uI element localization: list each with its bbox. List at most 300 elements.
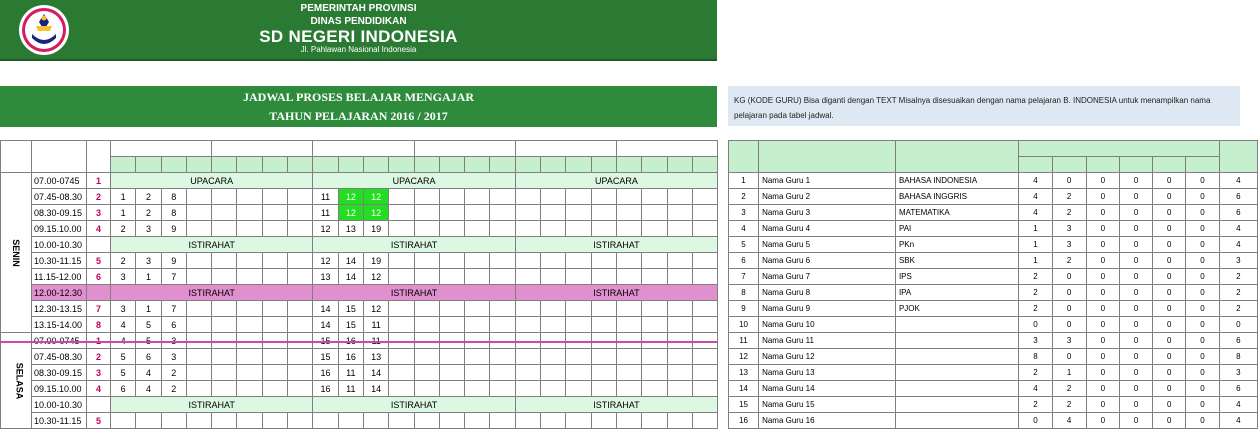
day-count-cell[interactable]: 0 bbox=[1186, 269, 1219, 285]
total-cell[interactable]: 2 bbox=[1219, 269, 1257, 285]
schedule-cell[interactable] bbox=[490, 269, 515, 285]
day-count-cell[interactable]: 0 bbox=[1119, 333, 1152, 349]
day-count-cell[interactable]: 0 bbox=[1153, 237, 1186, 253]
kg-cell[interactable]: 8 bbox=[729, 285, 759, 301]
schedule-cell[interactable] bbox=[541, 269, 566, 285]
teacher-name-cell[interactable]: Nama Guru 4 bbox=[759, 221, 896, 237]
schedule-cell[interactable]: 3 bbox=[111, 301, 136, 317]
schedule-cell[interactable] bbox=[237, 317, 262, 333]
schedule-cell[interactable] bbox=[389, 205, 414, 221]
teacher-name-cell[interactable]: Nama Guru 15 bbox=[759, 397, 896, 413]
schedule-cell[interactable] bbox=[667, 365, 692, 381]
schedule-cell[interactable] bbox=[490, 205, 515, 221]
schedule-cell[interactable]: 5 bbox=[111, 349, 136, 365]
day-count-cell[interactable]: 2 bbox=[1019, 269, 1052, 285]
schedule-cell[interactable] bbox=[439, 301, 464, 317]
schedule-cell[interactable]: 14 bbox=[363, 365, 388, 381]
schedule-cell[interactable] bbox=[237, 253, 262, 269]
subject-cell[interactable]: IPA bbox=[895, 285, 1018, 301]
subject-cell[interactable]: PKn bbox=[895, 237, 1018, 253]
schedule-cell[interactable] bbox=[212, 317, 237, 333]
schedule-cell[interactable] bbox=[591, 349, 616, 365]
schedule-cell[interactable] bbox=[515, 253, 540, 269]
day-count-cell[interactable]: 2 bbox=[1019, 301, 1052, 317]
schedule-cell[interactable] bbox=[186, 365, 211, 381]
schedule-cell[interactable] bbox=[591, 205, 616, 221]
kg-cell[interactable]: 5 bbox=[729, 237, 759, 253]
day-count-cell[interactable]: 2 bbox=[1019, 397, 1052, 413]
schedule-cell[interactable]: 5 bbox=[136, 317, 161, 333]
schedule-cell[interactable] bbox=[692, 189, 717, 205]
schedule-cell[interactable] bbox=[465, 253, 490, 269]
schedule-cell[interactable]: 12 bbox=[313, 253, 338, 269]
subject-cell[interactable]: BAHASA INGGRIS bbox=[895, 189, 1018, 205]
schedule-cell[interactable]: 3 bbox=[136, 221, 161, 237]
day-count-cell[interactable]: 3 bbox=[1052, 333, 1086, 349]
day-count-cell[interactable]: 2 bbox=[1052, 381, 1086, 397]
day-count-cell[interactable]: 0 bbox=[1052, 349, 1086, 365]
schedule-cell[interactable] bbox=[667, 413, 692, 429]
schedule-cell[interactable] bbox=[465, 301, 490, 317]
schedule-cell[interactable] bbox=[566, 413, 591, 429]
schedule-cell[interactable] bbox=[288, 189, 313, 205]
schedule-cell[interactable] bbox=[667, 301, 692, 317]
schedule-cell[interactable]: 4 bbox=[136, 381, 161, 397]
schedule-cell[interactable]: 2 bbox=[111, 253, 136, 269]
day-count-cell[interactable]: 2 bbox=[1019, 365, 1052, 381]
schedule-cell[interactable] bbox=[566, 189, 591, 205]
day-count-cell[interactable]: 0 bbox=[1052, 317, 1086, 333]
schedule-cell[interactable] bbox=[490, 253, 515, 269]
schedule-cell[interactable] bbox=[212, 381, 237, 397]
kg-cell[interactable]: 14 bbox=[729, 381, 759, 397]
kg-cell[interactable]: 1 bbox=[729, 173, 759, 189]
schedule-cell[interactable]: 13 bbox=[363, 349, 388, 365]
day-count-cell[interactable]: 0 bbox=[1086, 349, 1119, 365]
teacher-name-cell[interactable]: Nama Guru 5 bbox=[759, 237, 896, 253]
schedule-cell[interactable] bbox=[465, 413, 490, 429]
schedule-cell[interactable] bbox=[439, 269, 464, 285]
schedule-cell[interactable]: 14 bbox=[313, 317, 338, 333]
day-count-cell[interactable]: 0 bbox=[1086, 189, 1119, 205]
schedule-cell[interactable] bbox=[616, 381, 641, 397]
schedule-cell[interactable] bbox=[439, 189, 464, 205]
schedule-cell[interactable] bbox=[490, 349, 515, 365]
total-cell[interactable]: 6 bbox=[1219, 381, 1257, 397]
schedule-cell[interactable] bbox=[237, 365, 262, 381]
subject-cell[interactable] bbox=[895, 365, 1018, 381]
day-count-cell[interactable]: 0 bbox=[1119, 317, 1152, 333]
schedule-cell[interactable] bbox=[541, 413, 566, 429]
schedule-cell[interactable] bbox=[237, 221, 262, 237]
schedule-cell[interactable] bbox=[389, 301, 414, 317]
schedule-cell[interactable] bbox=[566, 253, 591, 269]
schedule-cell[interactable] bbox=[667, 317, 692, 333]
schedule-cell[interactable]: 1 bbox=[111, 189, 136, 205]
day-count-cell[interactable]: 0 bbox=[1186, 317, 1219, 333]
schedule-cell[interactable] bbox=[616, 349, 641, 365]
kg-cell[interactable]: 16 bbox=[729, 413, 759, 429]
schedule-cell[interactable] bbox=[515, 317, 540, 333]
day-count-cell[interactable]: 0 bbox=[1153, 173, 1186, 189]
schedule-cell[interactable] bbox=[212, 205, 237, 221]
total-cell[interactable]: 4 bbox=[1219, 221, 1257, 237]
schedule-cell[interactable]: 16 bbox=[338, 349, 363, 365]
total-cell[interactable]: 4 bbox=[1219, 413, 1257, 429]
schedule-cell[interactable] bbox=[692, 317, 717, 333]
kg-cell[interactable]: 15 bbox=[729, 397, 759, 413]
schedule-cell[interactable] bbox=[616, 269, 641, 285]
schedule-cell[interactable] bbox=[667, 205, 692, 221]
day-count-cell[interactable]: 2 bbox=[1052, 397, 1086, 413]
day-count-cell[interactable]: 4 bbox=[1052, 413, 1086, 429]
schedule-cell[interactable] bbox=[414, 413, 439, 429]
day-count-cell[interactable]: 0 bbox=[1153, 317, 1186, 333]
schedule-cell[interactable] bbox=[262, 349, 287, 365]
schedule-cell[interactable] bbox=[616, 221, 641, 237]
schedule-cell[interactable] bbox=[389, 413, 414, 429]
schedule-cell[interactable] bbox=[566, 205, 591, 221]
teacher-name-cell[interactable]: Nama Guru 12 bbox=[759, 349, 896, 365]
schedule-cell[interactable] bbox=[566, 269, 591, 285]
day-count-cell[interactable]: 0 bbox=[1186, 301, 1219, 317]
schedule-cell[interactable] bbox=[389, 349, 414, 365]
schedule-cell[interactable] bbox=[288, 413, 313, 429]
day-count-cell[interactable]: 0 bbox=[1052, 301, 1086, 317]
day-count-cell[interactable]: 0 bbox=[1119, 173, 1152, 189]
schedule-cell[interactable]: 2 bbox=[136, 189, 161, 205]
schedule-cell[interactable] bbox=[591, 189, 616, 205]
day-count-cell[interactable]: 4 bbox=[1019, 205, 1052, 221]
day-count-cell[interactable]: 0 bbox=[1119, 381, 1152, 397]
day-count-cell[interactable]: 0 bbox=[1086, 253, 1119, 269]
day-count-cell[interactable]: 0 bbox=[1119, 205, 1152, 221]
subject-cell[interactable]: PAI bbox=[895, 221, 1018, 237]
total-cell[interactable]: 6 bbox=[1219, 333, 1257, 349]
schedule-cell[interactable] bbox=[515, 413, 540, 429]
day-count-cell[interactable]: 2 bbox=[1052, 253, 1086, 269]
schedule-cell[interactable] bbox=[288, 301, 313, 317]
schedule-cell[interactable]: 5 bbox=[111, 365, 136, 381]
schedule-cell[interactable] bbox=[541, 221, 566, 237]
schedule-cell[interactable] bbox=[313, 413, 338, 429]
schedule-cell[interactable]: 6 bbox=[161, 317, 186, 333]
schedule-cell[interactable] bbox=[414, 189, 439, 205]
schedule-cell[interactable] bbox=[692, 349, 717, 365]
schedule-cell[interactable] bbox=[186, 189, 211, 205]
kg-cell[interactable]: 13 bbox=[729, 365, 759, 381]
teacher-name-cell[interactable]: Nama Guru 3 bbox=[759, 205, 896, 221]
schedule-cell[interactable] bbox=[591, 413, 616, 429]
schedule-cell[interactable] bbox=[389, 189, 414, 205]
day-count-cell[interactable]: 0 bbox=[1186, 253, 1219, 269]
schedule-cell[interactable] bbox=[262, 189, 287, 205]
day-count-cell[interactable]: 0 bbox=[1019, 413, 1052, 429]
total-cell[interactable]: 3 bbox=[1219, 253, 1257, 269]
schedule-cell[interactable] bbox=[692, 413, 717, 429]
schedule-cell[interactable] bbox=[212, 253, 237, 269]
day-count-cell[interactable]: 0 bbox=[1186, 189, 1219, 205]
schedule-cell[interactable] bbox=[591, 365, 616, 381]
schedule-cell[interactable] bbox=[541, 349, 566, 365]
teacher-name-cell[interactable]: Nama Guru 7 bbox=[759, 269, 896, 285]
schedule-cell[interactable] bbox=[642, 205, 667, 221]
schedule-cell[interactable] bbox=[642, 381, 667, 397]
day-count-cell[interactable]: 8 bbox=[1019, 349, 1052, 365]
schedule-cell[interactable]: 14 bbox=[338, 269, 363, 285]
day-count-cell[interactable]: 3 bbox=[1052, 237, 1086, 253]
schedule-cell[interactable] bbox=[642, 349, 667, 365]
total-cell[interactable]: 6 bbox=[1219, 189, 1257, 205]
day-count-cell[interactable]: 0 bbox=[1119, 285, 1152, 301]
schedule-cell[interactable] bbox=[186, 317, 211, 333]
teacher-name-cell[interactable]: Nama Guru 16 bbox=[759, 413, 896, 429]
day-count-cell[interactable]: 4 bbox=[1019, 189, 1052, 205]
schedule-cell[interactable] bbox=[515, 221, 540, 237]
schedule-cell[interactable] bbox=[490, 221, 515, 237]
schedule-cell[interactable] bbox=[262, 381, 287, 397]
subject-cell[interactable] bbox=[895, 397, 1018, 413]
day-count-cell[interactable]: 0 bbox=[1119, 253, 1152, 269]
schedule-cell[interactable] bbox=[389, 269, 414, 285]
schedule-cell[interactable] bbox=[389, 365, 414, 381]
schedule-cell[interactable]: 19 bbox=[363, 221, 388, 237]
schedule-cell[interactable] bbox=[642, 317, 667, 333]
total-cell[interactable]: 4 bbox=[1219, 237, 1257, 253]
schedule-cell[interactable]: 6 bbox=[111, 381, 136, 397]
schedule-cell[interactable] bbox=[465, 365, 490, 381]
day-count-cell[interactable]: 0 bbox=[1186, 237, 1219, 253]
schedule-cell[interactable] bbox=[414, 317, 439, 333]
day-count-cell[interactable]: 0 bbox=[1119, 413, 1152, 429]
schedule-cell[interactable] bbox=[439, 413, 464, 429]
kg-cell[interactable]: 4 bbox=[729, 221, 759, 237]
schedule-cell[interactable]: 1 bbox=[136, 269, 161, 285]
schedule-cell[interactable] bbox=[212, 221, 237, 237]
day-count-cell[interactable]: 0 bbox=[1086, 285, 1119, 301]
schedule-cell[interactable] bbox=[541, 365, 566, 381]
schedule-cell[interactable] bbox=[616, 365, 641, 381]
schedule-cell[interactable] bbox=[439, 253, 464, 269]
schedule-cell[interactable]: 4 bbox=[136, 365, 161, 381]
day-count-cell[interactable]: 0 bbox=[1119, 365, 1152, 381]
day-count-cell[interactable]: 0 bbox=[1119, 349, 1152, 365]
day-count-cell[interactable]: 0 bbox=[1086, 221, 1119, 237]
schedule-cell[interactable] bbox=[541, 301, 566, 317]
schedule-cell[interactable] bbox=[692, 205, 717, 221]
schedule-cell[interactable]: 11 bbox=[363, 317, 388, 333]
schedule-cell[interactable] bbox=[515, 301, 540, 317]
schedule-cell[interactable] bbox=[515, 205, 540, 221]
day-count-cell[interactable]: 0 bbox=[1086, 413, 1119, 429]
schedule-cell[interactable] bbox=[288, 205, 313, 221]
day-count-cell[interactable]: 0 bbox=[1119, 269, 1152, 285]
schedule-cell[interactable] bbox=[288, 269, 313, 285]
schedule-cell[interactable]: 11 bbox=[313, 189, 338, 205]
schedule-cell[interactable] bbox=[591, 317, 616, 333]
schedule-cell[interactable] bbox=[212, 365, 237, 381]
schedule-cell[interactable] bbox=[237, 269, 262, 285]
schedule-cell[interactable] bbox=[692, 253, 717, 269]
schedule-cell[interactable] bbox=[439, 365, 464, 381]
schedule-cell[interactable]: 14 bbox=[363, 381, 388, 397]
schedule-cell[interactable] bbox=[465, 269, 490, 285]
day-count-cell[interactable]: 0 bbox=[1153, 349, 1186, 365]
schedule-cell[interactable]: 1 bbox=[111, 205, 136, 221]
schedule-cell[interactable] bbox=[212, 269, 237, 285]
schedule-cell[interactable]: 8 bbox=[161, 189, 186, 205]
schedule-cell[interactable]: 3 bbox=[111, 269, 136, 285]
schedule-cell[interactable] bbox=[490, 365, 515, 381]
total-cell[interactable]: 3 bbox=[1219, 365, 1257, 381]
total-cell[interactable]: 6 bbox=[1219, 205, 1257, 221]
schedule-cell[interactable] bbox=[616, 253, 641, 269]
schedule-cell[interactable] bbox=[389, 221, 414, 237]
schedule-cell[interactable] bbox=[389, 381, 414, 397]
day-count-cell[interactable]: 0 bbox=[1086, 365, 1119, 381]
schedule-cell[interactable]: 12 bbox=[363, 269, 388, 285]
kg-cell[interactable]: 9 bbox=[729, 301, 759, 317]
schedule-cell[interactable] bbox=[465, 221, 490, 237]
subject-cell[interactable] bbox=[895, 333, 1018, 349]
day-count-cell[interactable]: 2 bbox=[1052, 189, 1086, 205]
schedule-cell[interactable] bbox=[338, 413, 363, 429]
day-count-cell[interactable]: 0 bbox=[1052, 269, 1086, 285]
day-count-cell[interactable]: 0 bbox=[1186, 397, 1219, 413]
schedule-cell[interactable] bbox=[642, 189, 667, 205]
teacher-name-cell[interactable]: Nama Guru 14 bbox=[759, 381, 896, 397]
schedule-cell[interactable] bbox=[616, 301, 641, 317]
day-count-cell[interactable]: 1 bbox=[1019, 237, 1052, 253]
day-count-cell[interactable]: 0 bbox=[1119, 237, 1152, 253]
schedule-cell[interactable] bbox=[389, 317, 414, 333]
schedule-cell[interactable] bbox=[212, 189, 237, 205]
schedule-cell[interactable] bbox=[566, 221, 591, 237]
day-count-cell[interactable]: 0 bbox=[1086, 237, 1119, 253]
schedule-cell[interactable] bbox=[692, 269, 717, 285]
day-count-cell[interactable]: 1 bbox=[1019, 221, 1052, 237]
schedule-cell[interactable] bbox=[136, 413, 161, 429]
schedule-cell[interactable]: 2 bbox=[111, 221, 136, 237]
schedule-cell[interactable] bbox=[541, 317, 566, 333]
day-count-cell[interactable]: 0 bbox=[1086, 173, 1119, 189]
total-cell[interactable]: 8 bbox=[1219, 349, 1257, 365]
schedule-cell[interactable] bbox=[111, 413, 136, 429]
schedule-cell[interactable]: 11 bbox=[338, 381, 363, 397]
schedule-cell[interactable] bbox=[262, 221, 287, 237]
schedule-cell[interactable] bbox=[186, 381, 211, 397]
schedule-cell[interactable] bbox=[439, 205, 464, 221]
day-count-cell[interactable]: 0 bbox=[1052, 173, 1086, 189]
schedule-cell[interactable] bbox=[237, 349, 262, 365]
schedule-cell[interactable]: 9 bbox=[161, 253, 186, 269]
schedule-cell[interactable] bbox=[515, 365, 540, 381]
schedule-cell[interactable] bbox=[186, 413, 211, 429]
subject-cell[interactable] bbox=[895, 349, 1018, 365]
day-count-cell[interactable]: 0 bbox=[1153, 205, 1186, 221]
schedule-cell[interactable] bbox=[692, 221, 717, 237]
day-count-cell[interactable]: 0 bbox=[1086, 381, 1119, 397]
subject-cell[interactable]: PJOK bbox=[895, 301, 1018, 317]
schedule-cell[interactable] bbox=[186, 205, 211, 221]
schedule-cell[interactable] bbox=[566, 381, 591, 397]
schedule-cell[interactable] bbox=[616, 189, 641, 205]
total-cell[interactable]: 4 bbox=[1219, 173, 1257, 189]
schedule-cell[interactable] bbox=[288, 349, 313, 365]
day-count-cell[interactable]: 0 bbox=[1186, 205, 1219, 221]
schedule-cell[interactable] bbox=[591, 221, 616, 237]
schedule-cell[interactable]: 2 bbox=[161, 381, 186, 397]
schedule-cell[interactable] bbox=[692, 381, 717, 397]
schedule-cell[interactable] bbox=[186, 301, 211, 317]
schedule-cell[interactable] bbox=[692, 301, 717, 317]
teacher-name-cell[interactable]: Nama Guru 1 bbox=[759, 173, 896, 189]
day-count-cell[interactable]: 0 bbox=[1119, 189, 1152, 205]
schedule-cell[interactable] bbox=[616, 413, 641, 429]
day-count-cell[interactable]: 0 bbox=[1153, 221, 1186, 237]
schedule-cell[interactable] bbox=[212, 301, 237, 317]
day-count-cell[interactable]: 0 bbox=[1086, 333, 1119, 349]
schedule-cell[interactable] bbox=[616, 317, 641, 333]
subject-cell[interactable] bbox=[895, 381, 1018, 397]
schedule-cell[interactable] bbox=[692, 365, 717, 381]
schedule-cell[interactable] bbox=[490, 301, 515, 317]
schedule-cell[interactable] bbox=[212, 413, 237, 429]
day-count-cell[interactable]: 0 bbox=[1186, 365, 1219, 381]
day-count-cell[interactable]: 4 bbox=[1019, 173, 1052, 189]
schedule-cell[interactable]: 6 bbox=[136, 349, 161, 365]
schedule-cell[interactable] bbox=[237, 205, 262, 221]
schedule-cell[interactable] bbox=[591, 301, 616, 317]
schedule-cell[interactable]: 8 bbox=[161, 205, 186, 221]
schedule-cell[interactable]: 15 bbox=[338, 301, 363, 317]
schedule-cell[interactable] bbox=[262, 413, 287, 429]
day-count-cell[interactable]: 0 bbox=[1086, 317, 1119, 333]
schedule-cell[interactable] bbox=[667, 189, 692, 205]
day-count-cell[interactable]: 1 bbox=[1019, 253, 1052, 269]
schedule-cell[interactable] bbox=[262, 365, 287, 381]
schedule-cell[interactable] bbox=[262, 269, 287, 285]
schedule-cell[interactable]: 12 bbox=[363, 301, 388, 317]
kg-cell[interactable]: 7 bbox=[729, 269, 759, 285]
schedule-cell[interactable] bbox=[212, 349, 237, 365]
day-count-cell[interactable]: 2 bbox=[1052, 205, 1086, 221]
schedule-cell[interactable] bbox=[262, 301, 287, 317]
schedule-cell[interactable]: 12 bbox=[313, 221, 338, 237]
schedule-cell[interactable] bbox=[237, 381, 262, 397]
schedule-cell[interactable]: 12 bbox=[338, 189, 363, 205]
schedule-cell[interactable] bbox=[490, 189, 515, 205]
schedule-cell[interactable]: 9 bbox=[161, 221, 186, 237]
schedule-cell[interactable] bbox=[237, 413, 262, 429]
schedule-cell[interactable] bbox=[414, 365, 439, 381]
day-count-cell[interactable]: 0 bbox=[1086, 301, 1119, 317]
teacher-name-cell[interactable]: Nama Guru 11 bbox=[759, 333, 896, 349]
day-count-cell[interactable]: 0 bbox=[1186, 285, 1219, 301]
teacher-name-cell[interactable]: Nama Guru 6 bbox=[759, 253, 896, 269]
schedule-cell[interactable] bbox=[667, 269, 692, 285]
schedule-cell[interactable] bbox=[414, 253, 439, 269]
schedule-cell[interactable] bbox=[439, 381, 464, 397]
schedule-cell[interactable] bbox=[465, 381, 490, 397]
schedule-cell[interactable] bbox=[566, 317, 591, 333]
schedule-cell[interactable]: 13 bbox=[313, 269, 338, 285]
schedule-cell[interactable]: 3 bbox=[161, 349, 186, 365]
total-cell[interactable]: 2 bbox=[1219, 301, 1257, 317]
schedule-cell[interactable] bbox=[161, 413, 186, 429]
kg-cell[interactable]: 2 bbox=[729, 189, 759, 205]
day-count-cell[interactable]: 0 bbox=[1019, 317, 1052, 333]
